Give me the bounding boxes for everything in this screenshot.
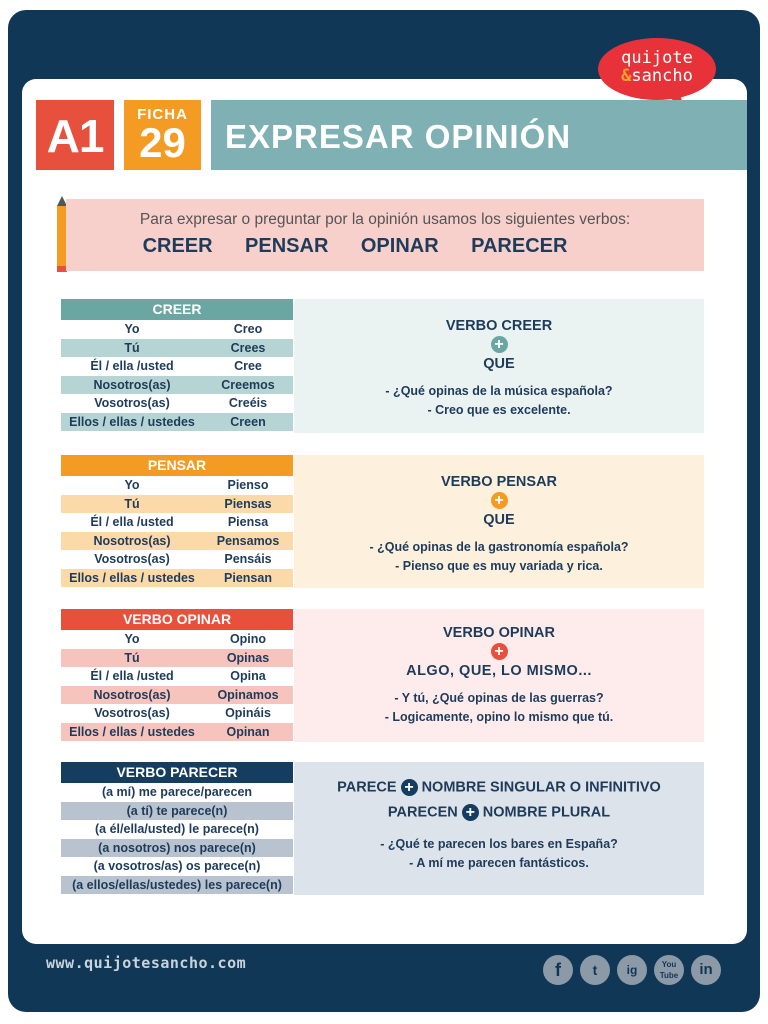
pronoun: Ellos / ellas / ustedes xyxy=(69,570,195,585)
table-row xyxy=(61,723,293,742)
conjugation: Opina xyxy=(230,669,266,683)
table-row xyxy=(61,413,293,432)
pronoun: Tú xyxy=(124,340,140,355)
title-bar xyxy=(211,100,747,170)
twitter-icon[interactable]: t xyxy=(580,955,610,985)
conjugation: Crees xyxy=(230,340,266,355)
pronoun: Nosotros(as) xyxy=(93,533,171,548)
pronoun: Tú xyxy=(124,496,140,511)
pronoun: Vosotros(as) xyxy=(94,706,170,720)
logo-line1: quijote xyxy=(621,48,693,68)
pronoun: Ellos / ellas / ustedes xyxy=(69,724,195,739)
conjugation: Creemos xyxy=(221,377,275,392)
rule-bottom: QUE xyxy=(483,356,515,372)
example-question: - ¿Qué opinas de la música española? xyxy=(385,384,613,398)
pronoun: Él / ella /usted xyxy=(90,515,174,529)
intro-verb: CREER xyxy=(142,235,213,257)
example-answer: - Pienso que es muy variada y rica. xyxy=(395,559,603,573)
pronoun: Yo xyxy=(124,478,140,492)
rule-bottom: ALGO, QUE, LO MISMO... xyxy=(406,663,592,679)
pensar-conjugation-table xyxy=(61,455,293,587)
pronoun: Nosotros(as) xyxy=(93,377,171,392)
pronoun: Nosotros(as) xyxy=(93,687,171,702)
section-pensar xyxy=(61,455,704,588)
logo-line2: sancho xyxy=(631,66,693,86)
table-row xyxy=(61,394,293,413)
rule-top: VERBO CREER xyxy=(445,318,553,334)
creer-conjugation-table xyxy=(61,299,293,431)
conjugation: Piensas xyxy=(224,496,272,511)
table-row xyxy=(61,569,293,588)
example-question: - ¿Qué te parecen los bares en España? xyxy=(380,837,618,851)
rule-top: VERBO OPINAR xyxy=(443,625,555,641)
table-row xyxy=(61,513,293,532)
ficha-label: FICHA xyxy=(137,106,188,123)
intro-box xyxy=(66,199,704,271)
plus-icon: + xyxy=(491,643,508,660)
rule-top: VERBO PENSAR xyxy=(440,474,558,490)
conjugation: Pensáis xyxy=(224,552,272,566)
intro-verb: OPINAR xyxy=(360,235,439,257)
example-question: - Y tú, ¿Qué opinas de las guerras? xyxy=(394,691,604,705)
conjugation: Creo xyxy=(233,322,263,336)
conjugation: Opinas xyxy=(226,650,270,665)
plus-icon: + xyxy=(491,492,508,509)
pronoun: Yo xyxy=(124,632,140,646)
conjugation: Cree xyxy=(234,359,262,373)
youtube-icon[interactable]: You Tube xyxy=(654,955,684,985)
section-parecer xyxy=(61,762,704,895)
rule-plural: NOMBRE PLURAL xyxy=(482,804,611,821)
table-row xyxy=(61,339,293,358)
conjugation: Creéis xyxy=(228,396,268,410)
conjugation: Opino xyxy=(229,632,267,646)
table-row xyxy=(61,495,293,514)
conjugation: Piensan xyxy=(224,570,272,585)
table-row xyxy=(61,704,293,723)
table-row xyxy=(61,376,293,395)
table-row: (a tí) te parece(n) xyxy=(61,802,293,821)
table-row: (a ellos/ellas/ustedes) les parece(n) xyxy=(61,876,293,895)
table-row xyxy=(61,357,293,376)
pronoun: Yo xyxy=(124,322,140,336)
pensar-rule-box xyxy=(294,455,704,588)
example-answer: - Creo que es excelente. xyxy=(427,403,571,417)
facebook-icon[interactable]: f xyxy=(543,955,573,985)
table-row: (a nosotros) nos parece(n) xyxy=(61,839,293,858)
example-question: - ¿Qué opinas de la gastronomía española? xyxy=(369,540,629,554)
intro-verb: PENSAR xyxy=(245,235,329,257)
table-row xyxy=(61,649,293,668)
parecer-rule-box xyxy=(294,762,704,895)
conjugation: Piensa xyxy=(227,515,269,529)
page-title: EXPRESAR OPINIÓN xyxy=(225,118,572,155)
conjugation: Opináis xyxy=(225,706,271,720)
table-header: VERBO OPINAR xyxy=(61,609,293,630)
example-answer: - A mí me parecen fantásticos. xyxy=(409,856,589,870)
section-creer xyxy=(61,299,704,433)
table-header: PENSAR xyxy=(61,455,293,476)
pronoun: Tú xyxy=(124,650,140,665)
table-row xyxy=(61,550,293,569)
conjugation: Opinamos xyxy=(217,687,279,702)
intro-verb: PARECER xyxy=(471,235,568,257)
ficha-badge xyxy=(124,100,201,170)
website-link[interactable]: www.quijotesancho.com xyxy=(46,954,247,972)
conjugation: Pienso xyxy=(227,478,269,492)
intro-text: Para expresar o preguntar por la opinión usamos los siguientes verbos: xyxy=(139,211,631,228)
table-header: VERBO PARECER xyxy=(61,762,293,783)
rule-parecen: PARECEN xyxy=(387,804,458,821)
table-row: (a vosotros/as) os parece(n) xyxy=(93,859,261,873)
rule-singular: NOMBRE SINGULAR O INFINITIVO xyxy=(421,779,661,796)
instagram-icon[interactable]: ig xyxy=(617,955,647,985)
parecer-conjugation-table xyxy=(61,762,293,894)
pronoun: Vosotros(as) xyxy=(94,396,170,410)
level-badge: A1 xyxy=(36,100,114,170)
plus-icon: + xyxy=(462,804,479,821)
rule-parece: PARECE xyxy=(337,779,397,796)
pronoun: Él / ella /usted xyxy=(90,669,174,683)
table-row xyxy=(61,476,293,495)
linkedin-icon[interactable]: in xyxy=(691,955,721,985)
example-answer: - Logicamente, opino lo mismo que tú. xyxy=(384,710,614,724)
table-row xyxy=(61,686,293,705)
pronoun: Él / ella /usted xyxy=(90,359,174,373)
table-row xyxy=(61,630,293,649)
table-row xyxy=(61,532,293,551)
creer-rule-box xyxy=(294,299,704,433)
section-opinar xyxy=(61,609,704,742)
table-row xyxy=(61,667,293,686)
pronoun: Vosotros(as) xyxy=(94,552,170,566)
table-row: (a él/ella/usted) le parece(n) xyxy=(95,822,259,836)
plus-icon: + xyxy=(491,336,508,353)
ficha-number: 29 xyxy=(139,119,186,166)
conjugation: Opinan xyxy=(226,724,270,739)
table-header: CREER xyxy=(61,299,293,320)
quijote-sancho-logo[interactable] xyxy=(598,38,716,100)
opinar-rule-box xyxy=(294,609,704,742)
conjugation: Creen xyxy=(230,414,266,429)
conjugation: Pensamos xyxy=(216,533,280,548)
table-row xyxy=(61,320,293,339)
logo-amp: & xyxy=(621,66,632,86)
table-row: (a mí) me parece/parecen xyxy=(101,785,253,799)
opinar-conjugation-table xyxy=(61,609,293,741)
plus-icon: + xyxy=(401,779,418,796)
pronoun: Ellos / ellas / ustedes xyxy=(69,414,195,429)
intro-verbs xyxy=(66,235,644,258)
rule-bottom: QUE xyxy=(483,512,515,528)
